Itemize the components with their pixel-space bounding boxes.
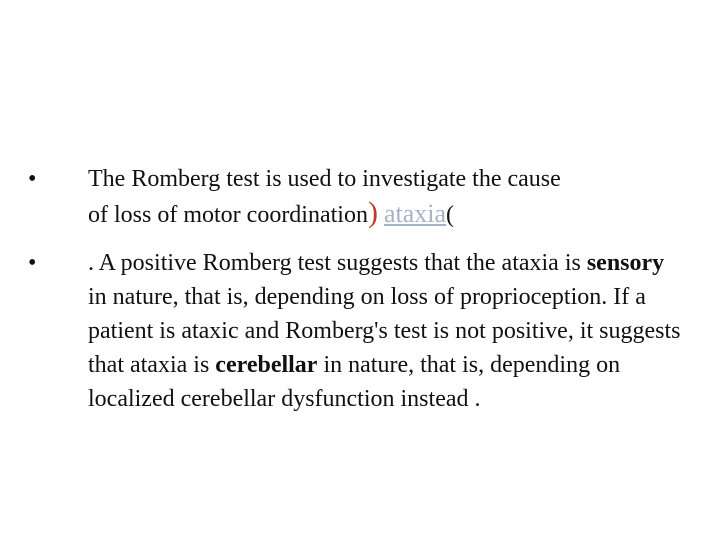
bullet-line: The Romberg test is used to investigate the cause — [88, 166, 561, 192]
bold-term-cerebellar: cerebellar — [215, 352, 318, 378]
ataxia-link[interactable]: ataxia — [383, 199, 447, 228]
bold-term-sensory: sensory — [586, 250, 665, 276]
paren-close: ) — [367, 196, 378, 229]
bullet-text-segment: . A positive Romberg test suggests that the ataxia is — [88, 250, 587, 276]
bullet-marker: • — [28, 250, 37, 276]
bullet-text-segment: in nature, that is, depending on localized cerebellar dysfunction instead . — [88, 352, 621, 412]
bullet-line — [88, 196, 688, 232]
bullet-text-segment: of loss of motor coordination — [88, 202, 368, 228]
bullet-romberg-interpretation — [88, 246, 688, 416]
bullet-marker: • — [28, 166, 37, 192]
bullet-romberg-purpose — [88, 162, 688, 232]
bullet-text-segment: in nature, that is, depending on loss of proprioception. If a patient is ataxic and Romberg's test is not positive, it suggests that ataxia is — [88, 284, 681, 378]
paren-open: ( — [446, 202, 455, 228]
